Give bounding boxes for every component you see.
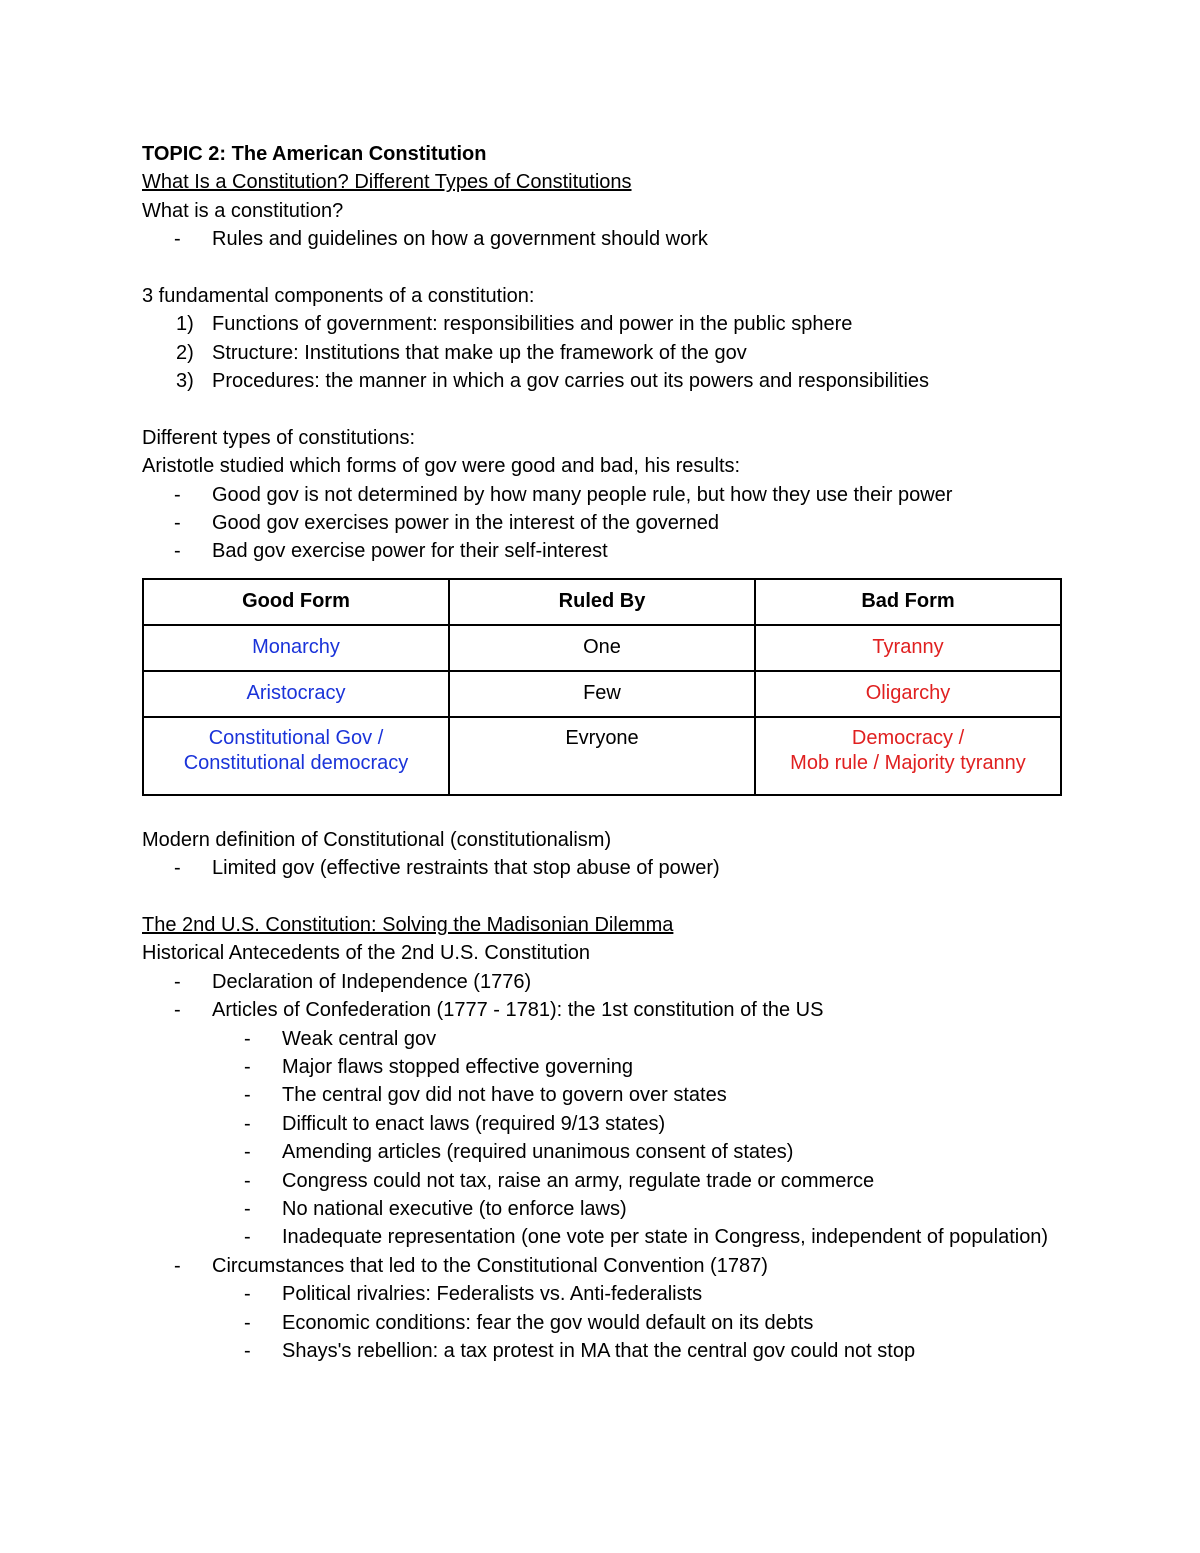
list-item-text: Rules and guidelines on how a government should work bbox=[212, 228, 708, 251]
numbered-item bbox=[142, 339, 1062, 367]
table-row bbox=[143, 625, 1061, 671]
sub-list-item-text: The central gov did not have to govern over states bbox=[282, 1084, 727, 1107]
item-number: 3) bbox=[176, 370, 194, 393]
bullet-dash: - bbox=[244, 1055, 251, 1078]
government-forms-table bbox=[142, 578, 1062, 796]
ruled-by-cell: Evryone bbox=[449, 717, 755, 795]
numbered-item bbox=[142, 367, 1062, 395]
sub-list-item-text: Weak central gov bbox=[282, 1027, 437, 1050]
sub-list-item bbox=[142, 1110, 1062, 1138]
spacer bbox=[142, 396, 1062, 424]
sub-list-item bbox=[142, 1167, 1062, 1195]
list-item bbox=[142, 509, 1062, 537]
modern-definition: Modern definition of Constitutional (constitutionalism) bbox=[142, 828, 612, 851]
header-bad-form: Bad Form bbox=[755, 579, 1061, 625]
section2-intro: Historical Antecedents of the 2nd U.S. Constitution bbox=[142, 942, 591, 965]
bullet-dash: - bbox=[174, 512, 181, 535]
sub-list-item-text: Inadequate representation (one vote per state in Congress, independent of population) bbox=[282, 1226, 1049, 1249]
cell-line: Mob rule / Majority tyranny bbox=[790, 751, 1026, 774]
numbered-item bbox=[142, 310, 1062, 338]
spacer bbox=[142, 254, 1062, 282]
bad-form-cell: Tyranny bbox=[755, 625, 1061, 671]
list-item-text: Good gov is not determined by how many people rule, but how they use their power bbox=[212, 483, 953, 506]
ruled-by-cell: Few bbox=[449, 671, 755, 717]
list-item bbox=[142, 481, 1062, 509]
sub-list-item-text: Major flaws stopped effective governing bbox=[282, 1055, 633, 1078]
bullet-dash: - bbox=[174, 228, 181, 251]
table-row bbox=[143, 671, 1061, 717]
document-page bbox=[142, 140, 1062, 1365]
good-form-cell bbox=[143, 717, 449, 795]
good-form-cell: Aristocracy bbox=[143, 671, 449, 717]
sub-list-item-text: Shays's rebellion: a tax protest in MA that the central gov could not stop bbox=[282, 1339, 916, 1362]
bullet-dash: - bbox=[244, 1339, 251, 1362]
types-intro: Different types of constitutions: bbox=[142, 426, 416, 449]
page-title: TOPIC 2: The American Constitution bbox=[142, 143, 487, 165]
sub-list-item bbox=[142, 1309, 1062, 1337]
item-number: 2) bbox=[176, 341, 194, 364]
spacer bbox=[142, 883, 1062, 911]
cell-line: Democracy / bbox=[851, 726, 965, 749]
bullet-dash: - bbox=[244, 1112, 251, 1135]
components-intro: 3 fundamental components of a constitution: bbox=[142, 284, 535, 307]
bullet-dash: - bbox=[174, 970, 181, 993]
bad-form-cell bbox=[755, 717, 1061, 795]
item-text: Structure: Institutions that make up the framework of the gov bbox=[212, 341, 747, 364]
item-text: Procedures: the manner in which a gov carries out its powers and responsibilities bbox=[212, 370, 930, 393]
sub-list-item bbox=[142, 1053, 1062, 1081]
bullet-dash: - bbox=[174, 999, 181, 1022]
header-good-form: Good Form bbox=[143, 579, 449, 625]
bullet-dash: - bbox=[244, 1141, 251, 1164]
aristotle-text: Aristotle studied which forms of gov were good and bad, his results: bbox=[142, 455, 741, 478]
ruled-by-cell: One bbox=[449, 625, 755, 671]
list-item-text: Good gov exercises power in the interest of the governed bbox=[212, 512, 719, 535]
sub-list-item bbox=[142, 1081, 1062, 1109]
list-item-text: Articles of Confederation (1777 - 1781): the 1st constitution of the US bbox=[212, 999, 824, 1022]
bullet-dash: - bbox=[244, 1084, 251, 1107]
table-header-row bbox=[143, 579, 1061, 625]
list-item bbox=[142, 968, 1062, 996]
sub-list-item bbox=[142, 1195, 1062, 1223]
list-item bbox=[142, 996, 1062, 1024]
sub-list-item bbox=[142, 1223, 1062, 1251]
section-heading-2: The 2nd U.S. Constitution: Solving the Madisonian Dilemma bbox=[142, 914, 674, 937]
list-item bbox=[142, 1252, 1062, 1280]
good-form-cell: Monarchy bbox=[143, 625, 449, 671]
bullet-dash: - bbox=[174, 540, 181, 563]
sub-list-item-text: Difficult to enact laws (required 9/13 states) bbox=[282, 1112, 666, 1135]
list-item bbox=[142, 854, 1062, 882]
sub-list-item bbox=[142, 1337, 1062, 1365]
list-item-text: Bad gov exercise power for their self-interest bbox=[212, 540, 608, 563]
sub-list-item bbox=[142, 1280, 1062, 1308]
cell-line: Constitutional democracy bbox=[183, 751, 409, 774]
sub-list-item-text: Economic conditions: fear the gov would default on its debts bbox=[282, 1311, 814, 1334]
bullet-dash: - bbox=[244, 1027, 251, 1050]
header-ruled-by: Ruled By bbox=[449, 579, 755, 625]
bullet-dash: - bbox=[174, 1254, 181, 1277]
sub-list-item bbox=[142, 1138, 1062, 1166]
sub-list-item-text: No national executive (to enforce laws) bbox=[282, 1197, 627, 1220]
sub-list-item bbox=[142, 1025, 1062, 1053]
question-text: What is a constitution? bbox=[142, 199, 344, 222]
sub-list-item-text: Political rivalries: Federalists vs. Anti-federalists bbox=[282, 1283, 703, 1306]
bullet-dash: - bbox=[244, 1226, 251, 1249]
sub-list-item-text: Congress could not tax, raise an army, regulate trade or commerce bbox=[282, 1169, 875, 1192]
bullet-dash: - bbox=[244, 1169, 251, 1192]
bullet-dash: - bbox=[244, 1197, 251, 1220]
bullet-dash: - bbox=[174, 483, 181, 506]
bullet-dash: - bbox=[244, 1311, 251, 1334]
list-item-text: Limited gov (effective restraints that stop abuse of power) bbox=[212, 857, 720, 880]
list-item bbox=[142, 225, 1062, 253]
bullet-dash: - bbox=[244, 1283, 251, 1306]
item-text: Functions of government: responsibilities and power in the public sphere bbox=[212, 313, 853, 336]
item-number: 1) bbox=[176, 313, 194, 336]
list-item-text: Declaration of Independence (1776) bbox=[212, 970, 532, 993]
list-item bbox=[142, 537, 1062, 565]
cell-line: Constitutional Gov / bbox=[208, 726, 384, 749]
section-heading-1: What Is a Constitution? Different Types of Constitutions bbox=[142, 171, 632, 194]
table-row bbox=[143, 717, 1061, 795]
bad-form-cell: Oligarchy bbox=[755, 671, 1061, 717]
sub-list-item-text: Amending articles (required unanimous consent of states) bbox=[282, 1141, 794, 1164]
list-item-text: Circumstances that led to the Constitutional Convention (1787) bbox=[212, 1254, 768, 1277]
bullet-dash: - bbox=[174, 857, 181, 880]
